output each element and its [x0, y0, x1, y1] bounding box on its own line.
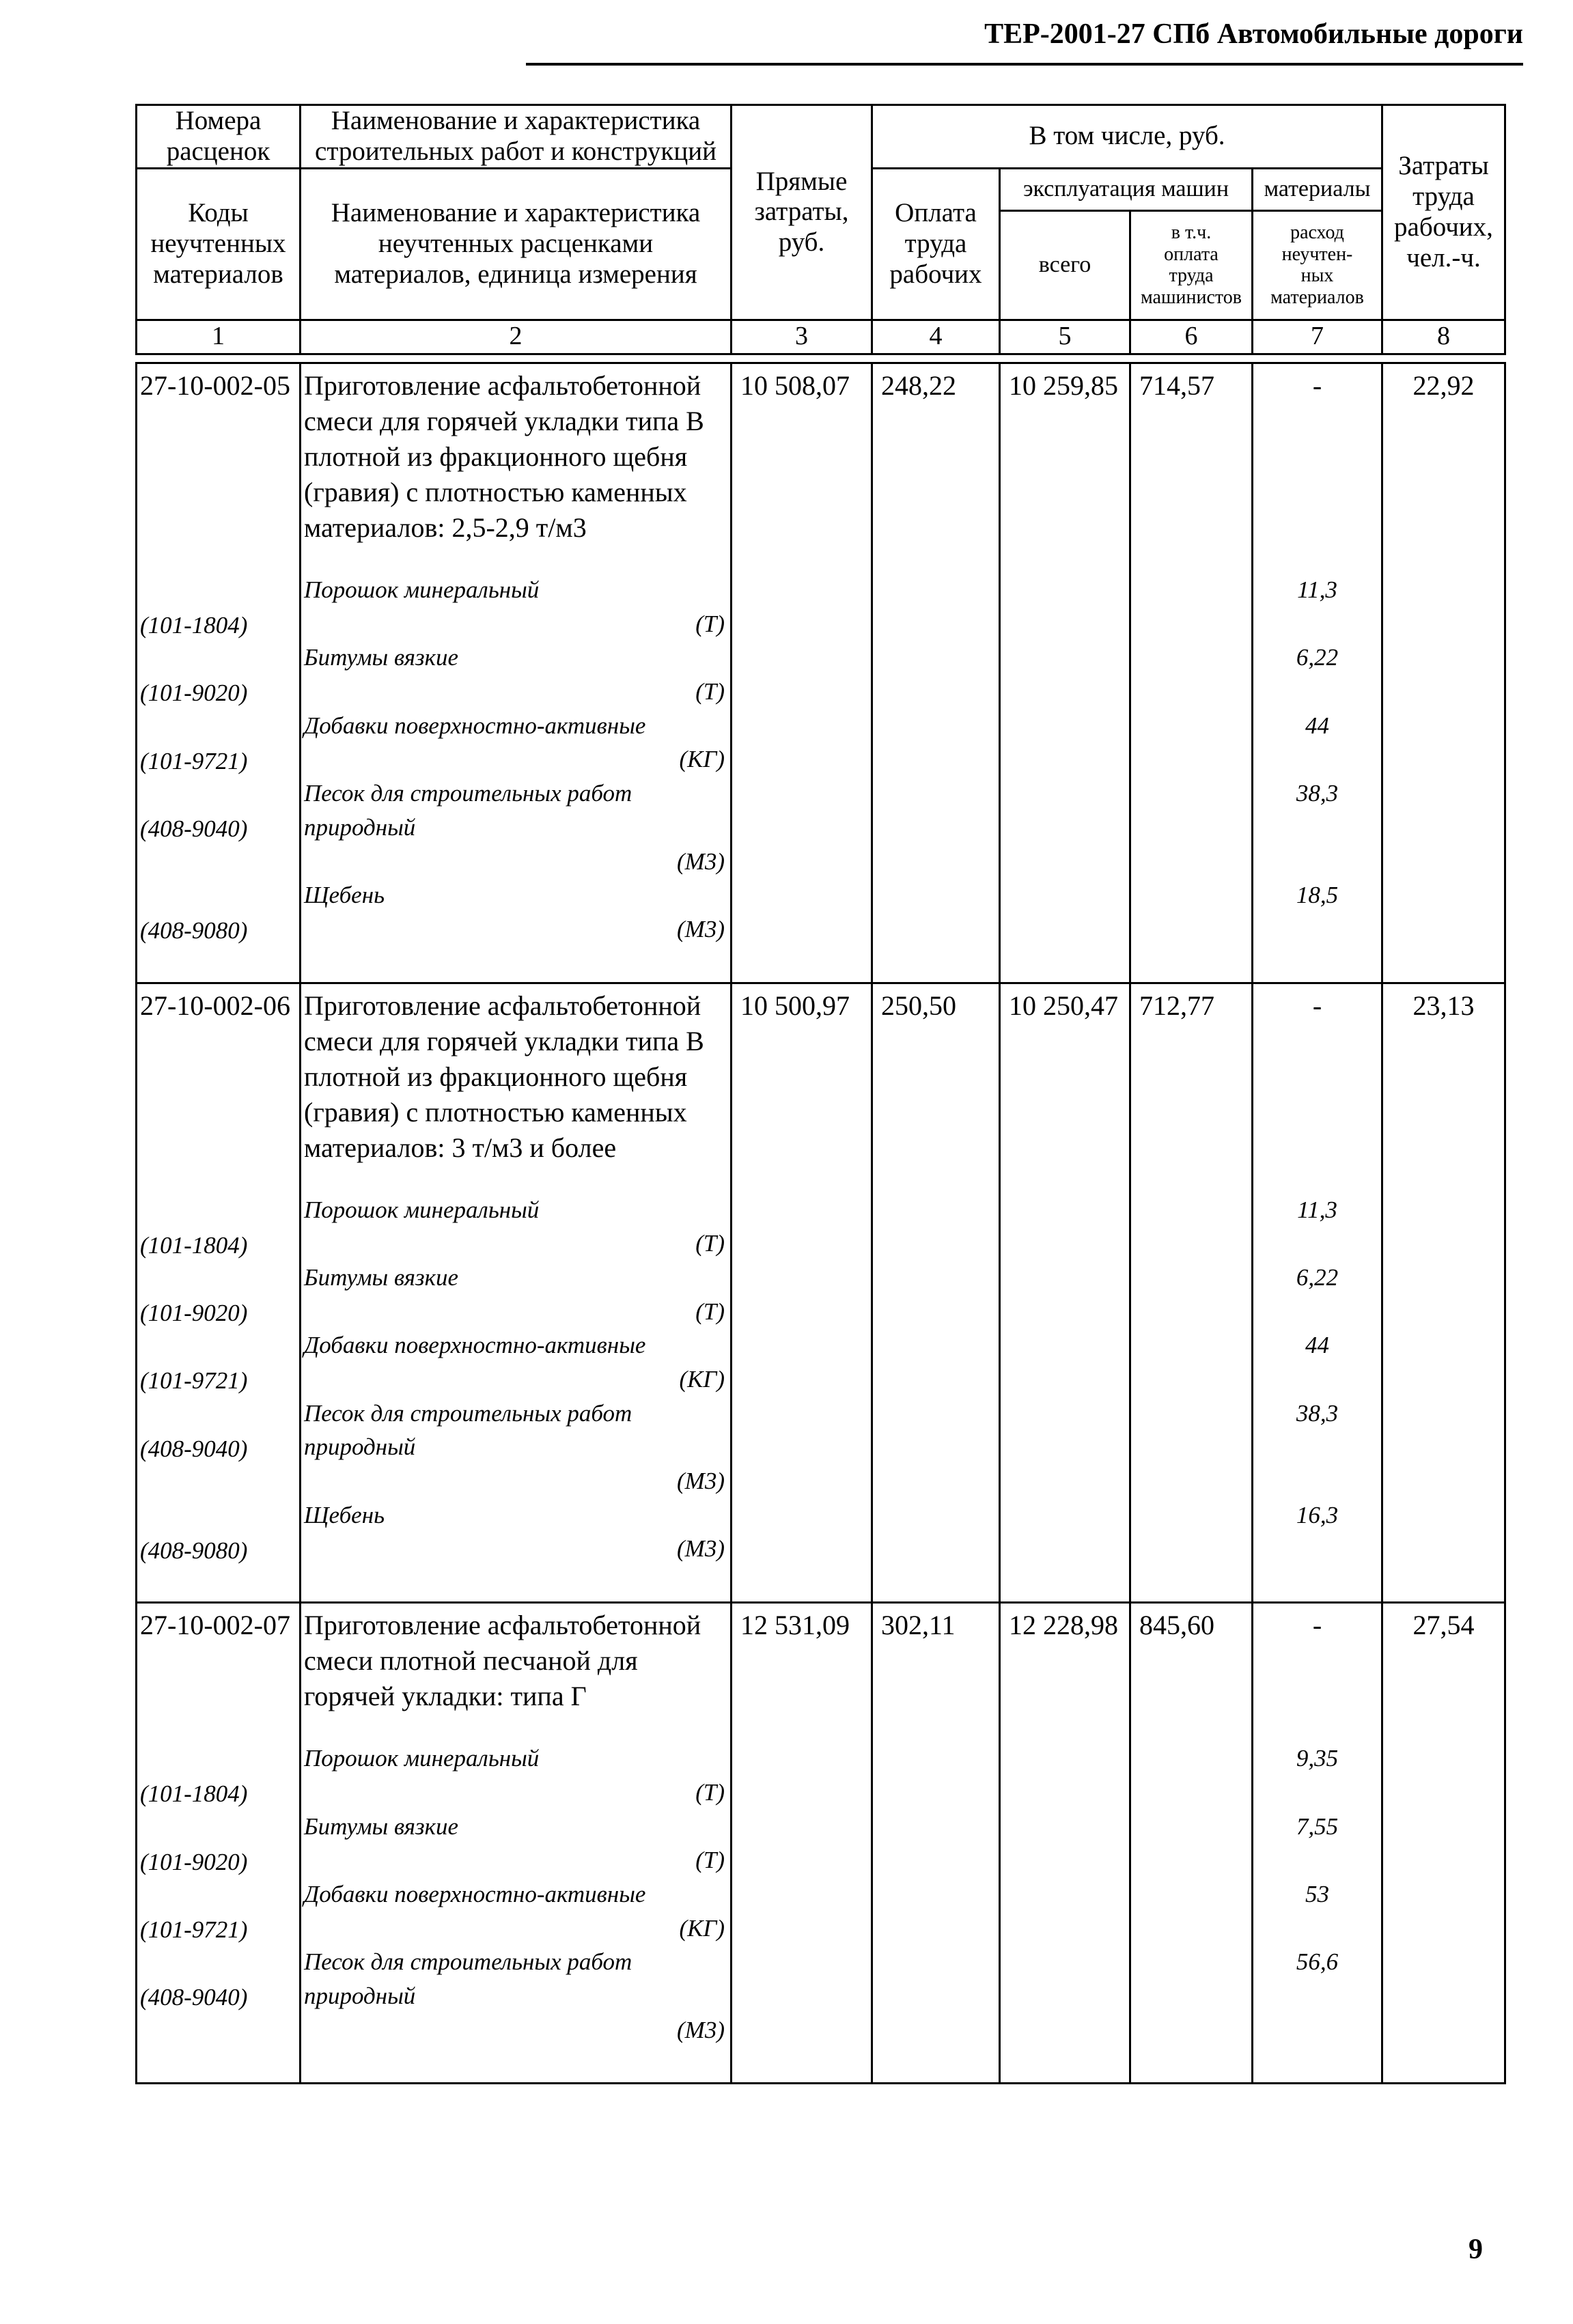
material-quantity: 16,3 [1296, 1501, 1339, 1528]
material-name: Добавки поверхностно-активные [304, 712, 646, 739]
header-materials: материалы [1253, 168, 1382, 210]
rate-name-line: Приготовление асфальтобетонной [304, 990, 701, 1021]
material-name: Битумы вязкие [304, 644, 459, 671]
material-unit: (М3) [677, 915, 725, 942]
material-quantity: 44 [1305, 1332, 1329, 1359]
worker-pay-value: 250,50 [872, 983, 1000, 1603]
rate-name-line: (гравия) с плотностью каменных [304, 477, 687, 507]
material-unit: (Т) [695, 678, 725, 705]
material-quantity: 38,3 [1296, 780, 1339, 807]
rate-name-line: Приготовление асфальтобетонной [304, 1610, 701, 1641]
material-name: природный [304, 1982, 416, 2009]
material-name: Добавки поверхностно-активные [304, 1880, 646, 1907]
rate-row [137, 363, 1505, 983]
rate-code-cell [137, 1603, 301, 2084]
material-unit: (КГ) [679, 746, 725, 773]
rate-code: 27-10-002-07 [140, 1610, 290, 1641]
material-quantity: 38,3 [1296, 1399, 1339, 1427]
column-number: 7 [1253, 320, 1382, 354]
header-material-codes: Коды неучтенных материалов [137, 168, 301, 320]
material-quantity: 9,35 [1296, 1745, 1339, 1772]
direct-costs-value: 12 531,09 [732, 1603, 872, 2084]
material-name: Добавки поверхностно-активные [304, 1332, 646, 1359]
header-direct-costs: Прямые затраты, руб. [732, 105, 872, 320]
material-unit: (Т) [695, 1298, 725, 1325]
rate-code-cell [137, 983, 301, 1603]
column-header-table [135, 104, 1506, 355]
machinists-pay-value: 712,77 [1130, 983, 1253, 1603]
material-code: (101-1804) [140, 1780, 248, 1808]
rate-name-line: смеси для горячей укладки типа В [304, 1025, 704, 1056]
materials-cell [1253, 1603, 1382, 2084]
rate-name-line: плотной из фракционного щебня [304, 441, 688, 472]
page-header: ТЕР-2001-27 СПб Автомобильные дороги [526, 18, 1523, 66]
rate-name-line: плотной из фракционного щебня [304, 1061, 688, 1092]
material-quantity: 44 [1305, 712, 1329, 739]
column-number: 2 [301, 320, 732, 354]
material-name: Порошок минеральный [304, 1196, 540, 1223]
material-code: (101-9721) [140, 1916, 248, 1943]
column-number: 8 [1382, 320, 1505, 354]
rate-name-line: смеси для горячей укладки типа В [304, 406, 704, 436]
column-number: 5 [1000, 320, 1130, 354]
rate-row [137, 1603, 1505, 2084]
material-unit: (М3) [677, 1535, 725, 1563]
direct-costs-value: 10 508,07 [732, 363, 872, 983]
material-unit: (М3) [677, 848, 725, 875]
machines-total-value: 10 250,47 [1000, 983, 1130, 1603]
material-unit: (Т) [695, 610, 725, 637]
labor-hours-value: 23,13 [1382, 983, 1505, 1603]
materials-cell [1253, 363, 1382, 983]
direct-costs-value: 10 500,97 [732, 983, 872, 1603]
material-quantity: 6,22 [1296, 1263, 1339, 1291]
machinists-pay-value: 714,57 [1130, 363, 1253, 983]
material-code: (408-9080) [140, 1537, 248, 1564]
material-code: (101-1804) [140, 1231, 248, 1259]
rate-name-line: (гравия) с плотностью каменных [304, 1096, 687, 1128]
materials-value: - [1312, 1610, 1322, 1641]
rate-name-cell [301, 1603, 732, 2084]
material-name: Битумы вязкие [304, 1263, 459, 1291]
rate-name-line: Приготовление асфальтобетонной [304, 370, 701, 401]
column-number: 4 [872, 320, 1000, 354]
rates-table [135, 362, 1506, 2084]
rate-name-cell [301, 363, 732, 983]
page-number: 9 [1468, 2234, 1483, 2265]
material-unit: (М3) [677, 2016, 725, 2043]
material-quantity: 11,3 [1297, 576, 1337, 603]
material-name: природный [304, 813, 416, 841]
header-rate-number: Номера расценок [137, 105, 301, 169]
rate-name-line: материалов: 2,5-2,9 т/м3 [304, 512, 587, 543]
material-code: (101-9020) [140, 1299, 248, 1326]
material-unit: (КГ) [679, 1366, 725, 1392]
material-name: Песок для строительных работ [304, 1399, 632, 1427]
material-name: Щебень [304, 1501, 385, 1528]
machines-total-value: 12 228,98 [1000, 1603, 1130, 2084]
rate-name-line: смеси плотной песчаной для [304, 1645, 638, 1677]
materials-cell [1253, 983, 1382, 1603]
material-quantity: 56,6 [1296, 1948, 1339, 1976]
material-quantity: 7,55 [1296, 1812, 1339, 1840]
header-including-group: В том числе, руб. [872, 105, 1382, 169]
material-quantity: 18,5 [1296, 882, 1339, 909]
material-code: (101-9020) [140, 680, 248, 707]
column-number: 1 [137, 320, 301, 354]
rate-code-cell [137, 363, 301, 983]
worker-pay-value: 302,11 [872, 1603, 1000, 2084]
header-work-name: Наименование и характеристика строительных работ и конструкций [301, 105, 732, 169]
labor-hours-value: 22,92 [1382, 363, 1505, 983]
materials-value: - [1312, 990, 1322, 1021]
material-code: (101-1804) [140, 612, 248, 639]
worker-pay-value: 248,22 [872, 363, 1000, 983]
rate-name-line: материалов: 3 т/м3 и более [304, 1132, 617, 1163]
material-quantity: 53 [1305, 1880, 1329, 1907]
material-code: (408-9080) [140, 917, 248, 944]
header-machine-operation: эксплуатация машин [1000, 168, 1253, 210]
material-quantity: 6,22 [1296, 644, 1339, 671]
material-unit: (Т) [695, 1778, 725, 1806]
machinists-pay-value: 845,60 [1130, 1603, 1253, 2084]
material-name: Песок для строительных работ [304, 1948, 632, 1976]
header-material-names: Наименование и характеристика неучтенных расценками материалов, единица измерения [301, 168, 732, 320]
material-code: (408-9040) [140, 815, 248, 843]
material-name: Порошок минеральный [304, 1745, 540, 1772]
material-unit: (Т) [695, 1230, 725, 1257]
header-unaccounted-materials: расход неучтен- ных материалов [1253, 210, 1382, 320]
material-unit: (М3) [677, 1468, 725, 1495]
rate-code: 27-10-002-06 [140, 990, 290, 1021]
material-name: Битумы вязкие [304, 1812, 459, 1840]
material-code: (408-9040) [140, 1984, 248, 2011]
material-code: (101-9721) [140, 747, 248, 774]
material-name: природный [304, 1433, 416, 1461]
header-machinists-pay: в т.ч. оплата труда машинистов [1130, 210, 1253, 320]
labor-hours-value: 27,54 [1382, 1603, 1505, 2084]
column-number: 6 [1130, 320, 1253, 354]
material-code: (101-9721) [140, 1367, 248, 1395]
material-name: Песок для строительных работ [304, 780, 632, 807]
material-name: Порошок минеральный [304, 576, 540, 603]
rate-name-line: горячей укладки: типа Г [304, 1681, 587, 1712]
material-name: Щебень [304, 882, 385, 909]
material-unit: (Т) [695, 1847, 725, 1874]
column-number: 3 [732, 320, 872, 354]
rate-name-cell [301, 983, 732, 1603]
machines-total-value: 10 259,85 [1000, 363, 1130, 983]
header-worker-pay: Оплата труда рабочих [872, 168, 1000, 320]
header-labor-hours: Затраты труда рабочих, чел.-ч. [1382, 105, 1505, 320]
rate-row [137, 983, 1505, 1603]
material-code: (408-9040) [140, 1435, 248, 1462]
materials-value: - [1312, 370, 1322, 401]
material-code: (101-9020) [140, 1848, 248, 1875]
rate-code: 27-10-002-05 [140, 370, 290, 401]
material-quantity: 11,3 [1297, 1196, 1337, 1223]
material-unit: (КГ) [679, 1914, 725, 1942]
header-machines-total: всего [1000, 210, 1130, 320]
